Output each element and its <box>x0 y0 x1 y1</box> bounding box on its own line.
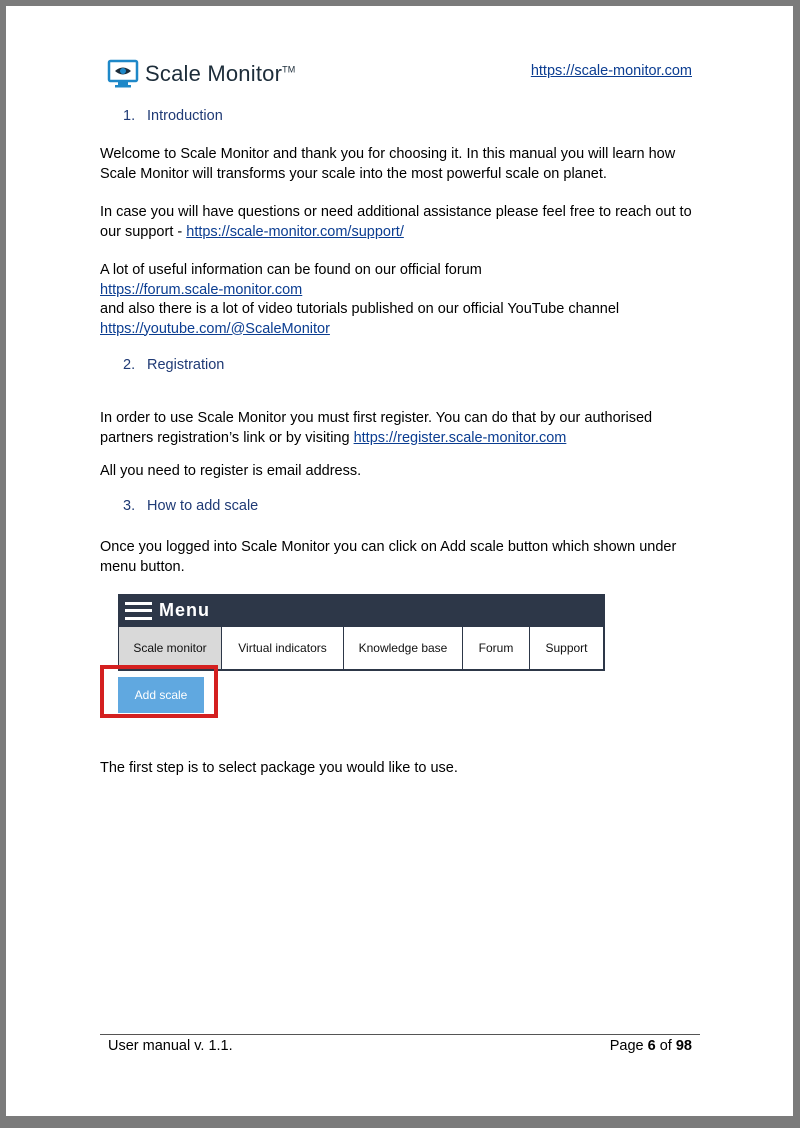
footer-page-number: Page 6 of 98 <box>609 1038 692 1054</box>
forum-link[interactable]: https://forum.scale-monitor.com <box>100 281 303 298</box>
current-page: 6 <box>647 1038 656 1054</box>
registration-email-note: All you need to register is email address. <box>100 463 362 479</box>
tab-virtual-indicators[interactable]: Virtual indicators <box>221 627 343 669</box>
footer-divider <box>100 1034 700 1035</box>
logo-trademark: TM <box>282 64 296 75</box>
add-scale-button[interactable]: Add scale <box>118 677 204 713</box>
section-heading-introduction: 1. Introduction <box>123 108 223 124</box>
intro-paragraph-welcome: Welcome to Scale Monitor and thank you for choosing it. In this manual you will learn how Scale Monitor will transforms your scale into the most powerful scale on planet. <box>100 146 676 182</box>
footer-manual-version: User manual v. 1.1. <box>108 1038 233 1054</box>
menu-bar <box>118 594 605 627</box>
monitor-eye-icon <box>107 59 139 89</box>
hamburger-icon[interactable] <box>125 602 152 620</box>
intro-paragraph-resources: A lot of useful information can be found on our official forum https://forum.scale-monitor.com and also there is a lot of video tutorials published on our official YouTube channel https://youtube.com/@ScaleMonitor <box>100 262 620 337</box>
intro-paragraph-support: In case you will have questions or need additional assistance please feel free to reach out to our support - https://scale-monitor.com/support/ <box>100 204 692 240</box>
tab-forum[interactable]: Forum <box>462 627 529 669</box>
tab-support[interactable]: Support <box>529 627 605 669</box>
package-step-paragraph: The first step is to select package you would like to use. <box>100 760 458 776</box>
tab-knowledge-base[interactable]: Knowledge base <box>343 627 462 669</box>
total-pages: 98 <box>675 1038 692 1054</box>
add-scale-paragraph: Once you logged into Scale Monitor you can click on Add scale button which shown under menu button. <box>100 539 677 575</box>
support-link[interactable]: https://scale-monitor.com/support/ <box>186 223 404 240</box>
register-link[interactable]: https://register.scale-monitor.com <box>353 429 567 446</box>
section-heading-add-scale: 3. How to add scale <box>123 498 259 514</box>
youtube-link[interactable]: https://youtube.com/@ScaleMonitor <box>100 320 330 337</box>
menu-title: Menu <box>159 600 210 620</box>
section-heading-registration: 2. Registration <box>123 357 225 373</box>
logo-text: Scale Monitor™ <box>145 61 296 86</box>
logo <box>107 56 296 92</box>
highlight-box <box>100 665 218 718</box>
header-site-link[interactable]: https://scale-monitor.com <box>530 63 692 79</box>
tab-scale-monitor[interactable]: Scale monitor <box>118 627 221 669</box>
document-page <box>6 6 793 1116</box>
registration-paragraph: In order to use Scale Monitor you must first register. You can do that by our authorised partners registration’s link or by visiting https://register.scale-monitor.com <box>100 410 653 446</box>
